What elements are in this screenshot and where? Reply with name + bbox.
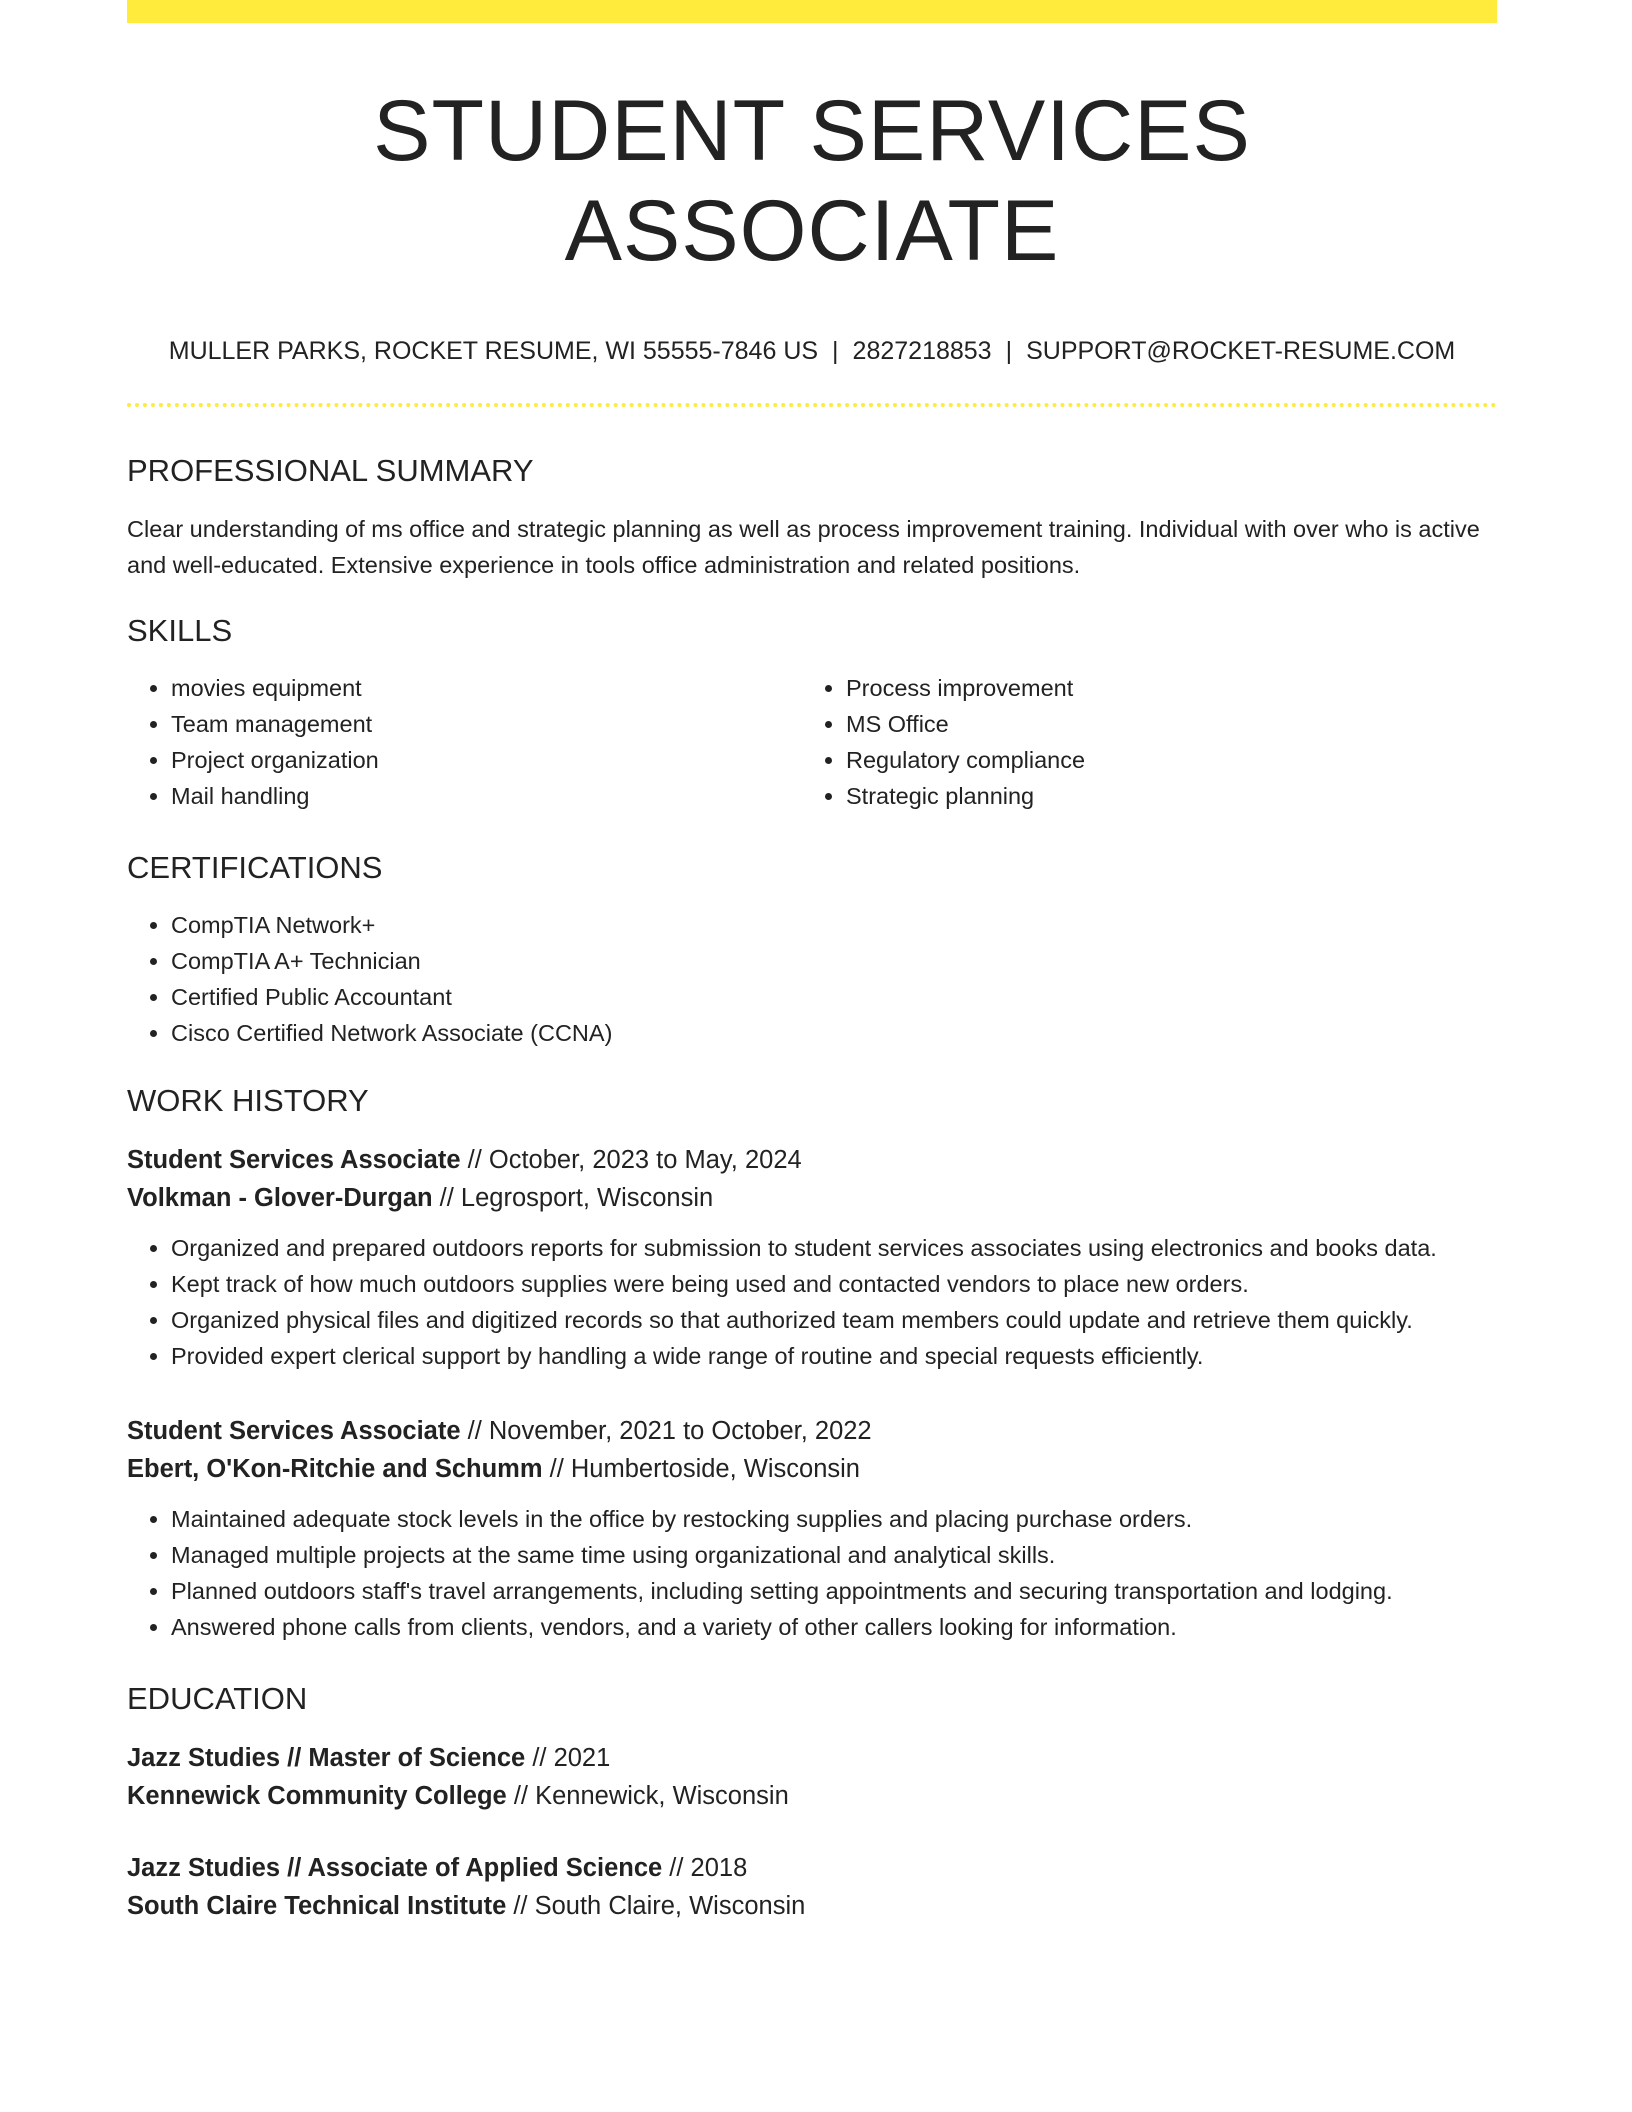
job-bullet: • Organized and prepared outdoors reports for submission to student services associates using electronics and books data. bbox=[171, 1230, 1497, 1266]
education-school: South Claire Technical Institute bbox=[127, 1892, 507, 1920]
job-dates: // November, 2021 to October, 2022 bbox=[460, 1417, 872, 1445]
skills-list-right bbox=[802, 670, 1477, 814]
job-entry bbox=[127, 1141, 1497, 1374]
job-bullet: • Planned outdoors staff's travel arrangements, including setting appointments and securing transportation and lodging. bbox=[171, 1573, 1497, 1609]
education-school: Kennewick Community College bbox=[127, 1782, 507, 1810]
job-bullets bbox=[127, 1501, 1497, 1645]
certifications-list bbox=[127, 907, 1497, 1051]
education-school-line bbox=[127, 1777, 1497, 1815]
skills-list-left bbox=[127, 670, 802, 814]
skill-item: • Mail handling bbox=[171, 778, 802, 814]
skills-column-right bbox=[802, 670, 1477, 814]
job-title-line bbox=[127, 1141, 1497, 1179]
job-bullets bbox=[127, 1230, 1497, 1374]
job-bullet: • Maintained adequate stock levels in the office by restocking supplies and placing purchase orders. bbox=[171, 1501, 1497, 1537]
section-heading-education: EDUCATION bbox=[127, 1681, 308, 1716]
certification-item: • Certified Public Accountant bbox=[171, 979, 1497, 1015]
section-heading-skills: SKILLS bbox=[127, 613, 233, 648]
resume-title: STUDENT SERVICES ASSOCIATE bbox=[373, 83, 1251, 279]
section-heading-certifications: CERTIFICATIONS bbox=[127, 850, 383, 885]
job-bullet: • Kept track of how much outdoors supplies were being used and contacted vendors to place new orders. bbox=[171, 1266, 1497, 1302]
education-entry bbox=[127, 1739, 1497, 1815]
skill-item: • Project organization bbox=[171, 742, 802, 778]
education-degree: Jazz Studies // Associate of Applied Science bbox=[127, 1854, 663, 1882]
contact-separator: | bbox=[1005, 337, 1013, 365]
education-degree-line bbox=[127, 1739, 1497, 1777]
job-title: Student Services Associate bbox=[127, 1417, 461, 1445]
contact-line bbox=[127, 335, 1497, 367]
contact-address: MULLER PARKS, ROCKET RESUME, WI 55555-7846 US bbox=[168, 337, 819, 365]
job-bullet: • Provided expert clerical support by handling a wide range of routine and special requests efficiently. bbox=[171, 1338, 1497, 1374]
job-company: Ebert, O'Kon-Ritchie and Schumm bbox=[127, 1455, 543, 1483]
job-bullet: • Managed multiple projects at the same time using organizational and analytical skills. bbox=[171, 1537, 1497, 1573]
education-location: // South Claire, Wisconsin bbox=[506, 1892, 806, 1920]
summary-text: Clear understanding of ms office and strategic planning as well as process improvement training. Individual with over who is active and well-educated. Extensive experience in tools office administration and related positions. bbox=[127, 516, 1480, 578]
resume-content bbox=[127, 23, 1497, 1925]
education-degree: Jazz Studies // Master of Science bbox=[127, 1744, 526, 1772]
education-location: // Kennewick, Wisconsin bbox=[506, 1782, 789, 1810]
job-company: Volkman - Glover-Durgan bbox=[127, 1184, 433, 1212]
contact-separator: | bbox=[832, 337, 839, 365]
section-heading-work-history: WORK HISTORY bbox=[127, 1083, 369, 1118]
certification-item: • CompTIA Network+ bbox=[171, 907, 1497, 943]
skill-item: • Strategic planning bbox=[846, 778, 1477, 814]
education-entry bbox=[127, 1849, 1497, 1925]
contact-email: SUPPORT@ROCKET-RESUME.COM bbox=[1026, 337, 1456, 365]
skill-item: • Process improvement bbox=[846, 670, 1477, 706]
job-company-line bbox=[127, 1450, 1497, 1488]
education-school-line bbox=[127, 1887, 1497, 1925]
education-year: // 2021 bbox=[525, 1744, 611, 1772]
job-title-line bbox=[127, 1412, 1497, 1450]
certification-item: • CompTIA A+ Technician bbox=[171, 943, 1497, 979]
job-title: Student Services Associate bbox=[127, 1146, 461, 1174]
skill-item: • MS Office bbox=[846, 706, 1477, 742]
skill-item: • movies equipment bbox=[171, 670, 802, 706]
skills-grid bbox=[127, 670, 1497, 814]
section-heading-summary: PROFESSIONAL SUMMARY bbox=[127, 453, 534, 488]
job-bullet: • Answered phone calls from clients, vendors, and a variety of other callers looking for information. bbox=[171, 1609, 1497, 1645]
job-bullet: • Organized physical files and digitized records so that authorized team members could update and retrieve them quickly. bbox=[171, 1302, 1497, 1338]
education-year: // 2018 bbox=[662, 1854, 748, 1882]
skills-column-left bbox=[127, 670, 802, 814]
job-entry bbox=[127, 1412, 1497, 1645]
job-dates: // October, 2023 to May, 2024 bbox=[460, 1146, 802, 1174]
dotted-divider bbox=[127, 403, 1497, 407]
accent-top-bar bbox=[127, 0, 1497, 23]
job-company-line bbox=[127, 1179, 1497, 1217]
skill-item: • Team management bbox=[171, 706, 802, 742]
job-location: // Legrosport, Wisconsin bbox=[432, 1184, 714, 1212]
certification-item: • Cisco Certified Network Associate (CCNA) bbox=[171, 1015, 1497, 1051]
job-location: // Humbertoside, Wisconsin bbox=[542, 1455, 860, 1483]
contact-phone: 2827218853 bbox=[852, 337, 992, 365]
skill-item: • Regulatory compliance bbox=[846, 742, 1477, 778]
education-degree-line bbox=[127, 1849, 1497, 1887]
